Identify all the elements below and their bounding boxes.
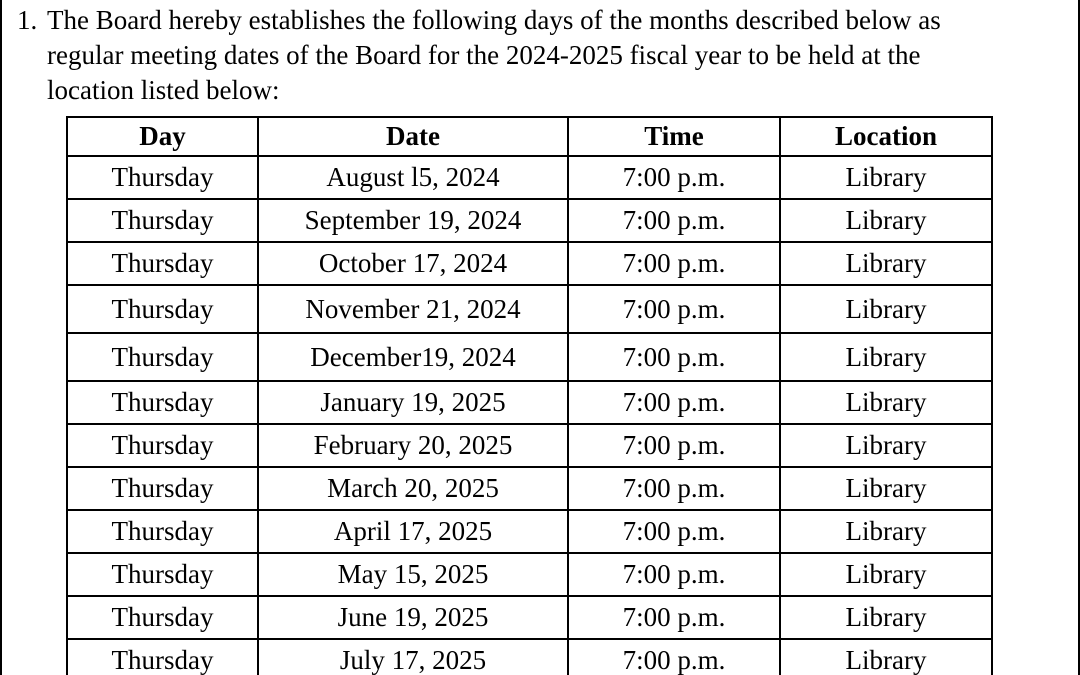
cell-location: Library bbox=[780, 285, 992, 333]
header-location: Location bbox=[780, 117, 992, 156]
cell-location: Library bbox=[780, 639, 992, 675]
cell-date: December19, 2024 bbox=[258, 333, 568, 381]
page-border-left bbox=[0, 0, 2, 675]
cell-day: Thursday bbox=[67, 639, 258, 675]
cell-time: 7:00 p.m. bbox=[568, 596, 780, 639]
table-row bbox=[67, 596, 992, 639]
resolution-number: 1. bbox=[17, 5, 38, 35]
cell-time: 7:00 p.m. bbox=[568, 424, 780, 467]
table-row bbox=[67, 553, 992, 596]
meeting-schedule-table bbox=[66, 116, 993, 675]
cell-date: November 21, 2024 bbox=[258, 285, 568, 333]
table-row bbox=[67, 199, 992, 242]
resolution-line-3: location listed below: bbox=[47, 75, 280, 105]
table-row bbox=[67, 285, 992, 333]
cell-time: 7:00 p.m. bbox=[568, 156, 780, 199]
cell-location: Library bbox=[780, 242, 992, 285]
cell-location: Library bbox=[780, 467, 992, 510]
cell-date: October 17, 2024 bbox=[258, 242, 568, 285]
cell-date: March 20, 2025 bbox=[258, 467, 568, 510]
cell-date: January 19, 2025 bbox=[258, 381, 568, 424]
cell-location: Library bbox=[780, 381, 992, 424]
table-row bbox=[67, 639, 992, 675]
cell-date: August l5, 2024 bbox=[258, 156, 568, 199]
cell-day: Thursday bbox=[67, 381, 258, 424]
cell-location: Library bbox=[780, 199, 992, 242]
cell-time: 7:00 p.m. bbox=[568, 242, 780, 285]
cell-time: 7:00 p.m. bbox=[568, 285, 780, 333]
cell-time: 7:00 p.m. bbox=[568, 199, 780, 242]
table-row bbox=[67, 381, 992, 424]
cell-date: February 20, 2025 bbox=[258, 424, 568, 467]
header-day: Day bbox=[67, 117, 258, 156]
cell-day: Thursday bbox=[67, 156, 258, 199]
cell-day: Thursday bbox=[67, 467, 258, 510]
cell-time: 7:00 p.m. bbox=[568, 467, 780, 510]
resolution-line-2: regular meeting dates of the Board for the 2024-2025 fiscal year to be held at the bbox=[47, 40, 921, 70]
cell-time: 7:00 p.m. bbox=[568, 381, 780, 424]
table-header-row bbox=[67, 117, 992, 156]
cell-date: July 17, 2025 bbox=[258, 639, 568, 675]
cell-time: 7:00 p.m. bbox=[568, 510, 780, 553]
cell-location: Library bbox=[780, 510, 992, 553]
cell-location: Library bbox=[780, 553, 992, 596]
cell-date: September 19, 2024 bbox=[258, 199, 568, 242]
cell-day: Thursday bbox=[67, 553, 258, 596]
cell-day: Thursday bbox=[67, 285, 258, 333]
cell-day: Thursday bbox=[67, 199, 258, 242]
cell-location: Library bbox=[780, 333, 992, 381]
cell-date: April 17, 2025 bbox=[258, 510, 568, 553]
cell-location: Library bbox=[780, 424, 992, 467]
cell-time: 7:00 p.m. bbox=[568, 333, 780, 381]
cell-time: 7:00 p.m. bbox=[568, 639, 780, 675]
table-row bbox=[67, 424, 992, 467]
table-row bbox=[67, 242, 992, 285]
cell-day: Thursday bbox=[67, 424, 258, 467]
header-date: Date bbox=[258, 117, 568, 156]
table-row bbox=[67, 333, 992, 381]
resolution-line-1: The Board hereby establishes the following days of the months described below as bbox=[47, 5, 941, 35]
cell-day: Thursday bbox=[67, 333, 258, 381]
cell-date: June 19, 2025 bbox=[258, 596, 568, 639]
cell-date: May 15, 2025 bbox=[258, 553, 568, 596]
cell-time: 7:00 p.m. bbox=[568, 553, 780, 596]
table-row bbox=[67, 467, 992, 510]
table-row bbox=[67, 510, 992, 553]
cell-day: Thursday bbox=[67, 510, 258, 553]
cell-day: Thursday bbox=[67, 596, 258, 639]
header-time: Time bbox=[568, 117, 780, 156]
cell-day: Thursday bbox=[67, 242, 258, 285]
cell-location: Library bbox=[780, 596, 992, 639]
cell-location: Library bbox=[780, 156, 992, 199]
table-row bbox=[67, 156, 992, 199]
